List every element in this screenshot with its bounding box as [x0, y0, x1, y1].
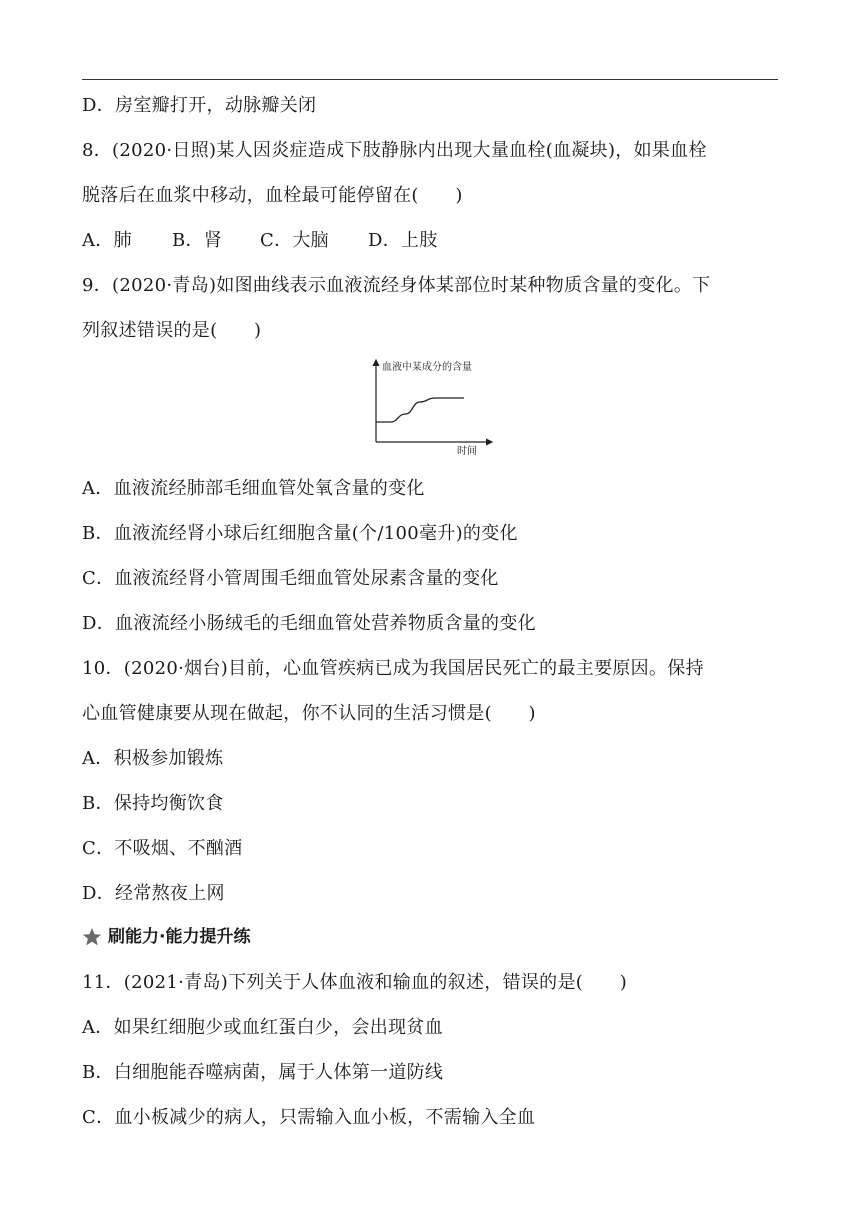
q11-option-a: A．如果红细胞少或血红蛋白少，会出现贫血: [82, 1017, 443, 1038]
q11-option-b: B．白细胞能吞噬病菌，属于人体第一道防线: [82, 1062, 444, 1083]
q10-option-b: B．保持均衡饮食: [82, 793, 224, 814]
section-heading: [82, 924, 250, 950]
q10-stem-line2: 心血管健康要从现在做起，你不认同的生活习惯是( ): [82, 703, 536, 724]
q9-stem-line2: 列叙述错误的是( ): [82, 320, 262, 341]
q9-option-c: C．血液流经肾小管周围毛细血管处尿素含量的变化: [82, 568, 499, 589]
q8-option-d: D．上肢: [368, 230, 438, 251]
figure-x-label: 时间: [457, 446, 477, 457]
q10-option-c: C．不吸烟、不酗酒: [82, 838, 243, 859]
q9-stem-line1: 9．(2020·青岛)如图曲线表示血液流经身体某部位时某种物质含量的变化。下: [82, 275, 711, 296]
q10-stem-line1: 10．(2020·烟台)目前，心血管疾病已成为我国居民死亡的最主要原因。保持: [82, 658, 704, 679]
q8-option-a: A．肺: [82, 230, 132, 251]
q8-stem-line2: 脱落后在血浆中移动，血栓最可能停留在( ): [82, 185, 463, 206]
q11-option-c: C．血小板减少的病人，只需输入血小板，不需输入全血: [82, 1107, 536, 1128]
q8-options: [82, 229, 438, 253]
section-title: 刷能力·能力提升练: [108, 927, 251, 947]
q10-option-d: D．经常熬夜上网: [82, 883, 225, 904]
q9-option-d: D．血液流经小肠绒毛的毛细血管处营养物质含量的变化: [82, 613, 536, 634]
q11-stem: 11．(2021·青岛)下列关于人体血液和输血的叙述，错误的是( ): [82, 972, 628, 993]
figure-y-label: 血液中某成分的含量: [382, 362, 472, 373]
header-rule: [82, 79, 778, 80]
q9-figure: [368, 356, 498, 460]
star-icon: [82, 927, 102, 947]
q7-option-d: D．房室瓣打开，动脉瓣关闭: [82, 95, 317, 116]
data-curve: [376, 398, 464, 422]
q10-option-a: A．积极参加锻炼: [82, 748, 224, 769]
q8-option-c: C．大脑: [260, 230, 329, 251]
q9-option-a: A．血液流经肺部毛细血管处氧含量的变化: [82, 478, 425, 499]
q8-option-b: B．肾: [172, 230, 223, 251]
q8-stem-line1: 8．(2020·日照)某人因炎症造成下肢静脉内出现大量血栓(血凝块)，如果血栓: [82, 140, 707, 161]
q9-option-b: B．血液流经肾小球后红细胞含量(个/100毫升)的变化: [82, 523, 518, 544]
